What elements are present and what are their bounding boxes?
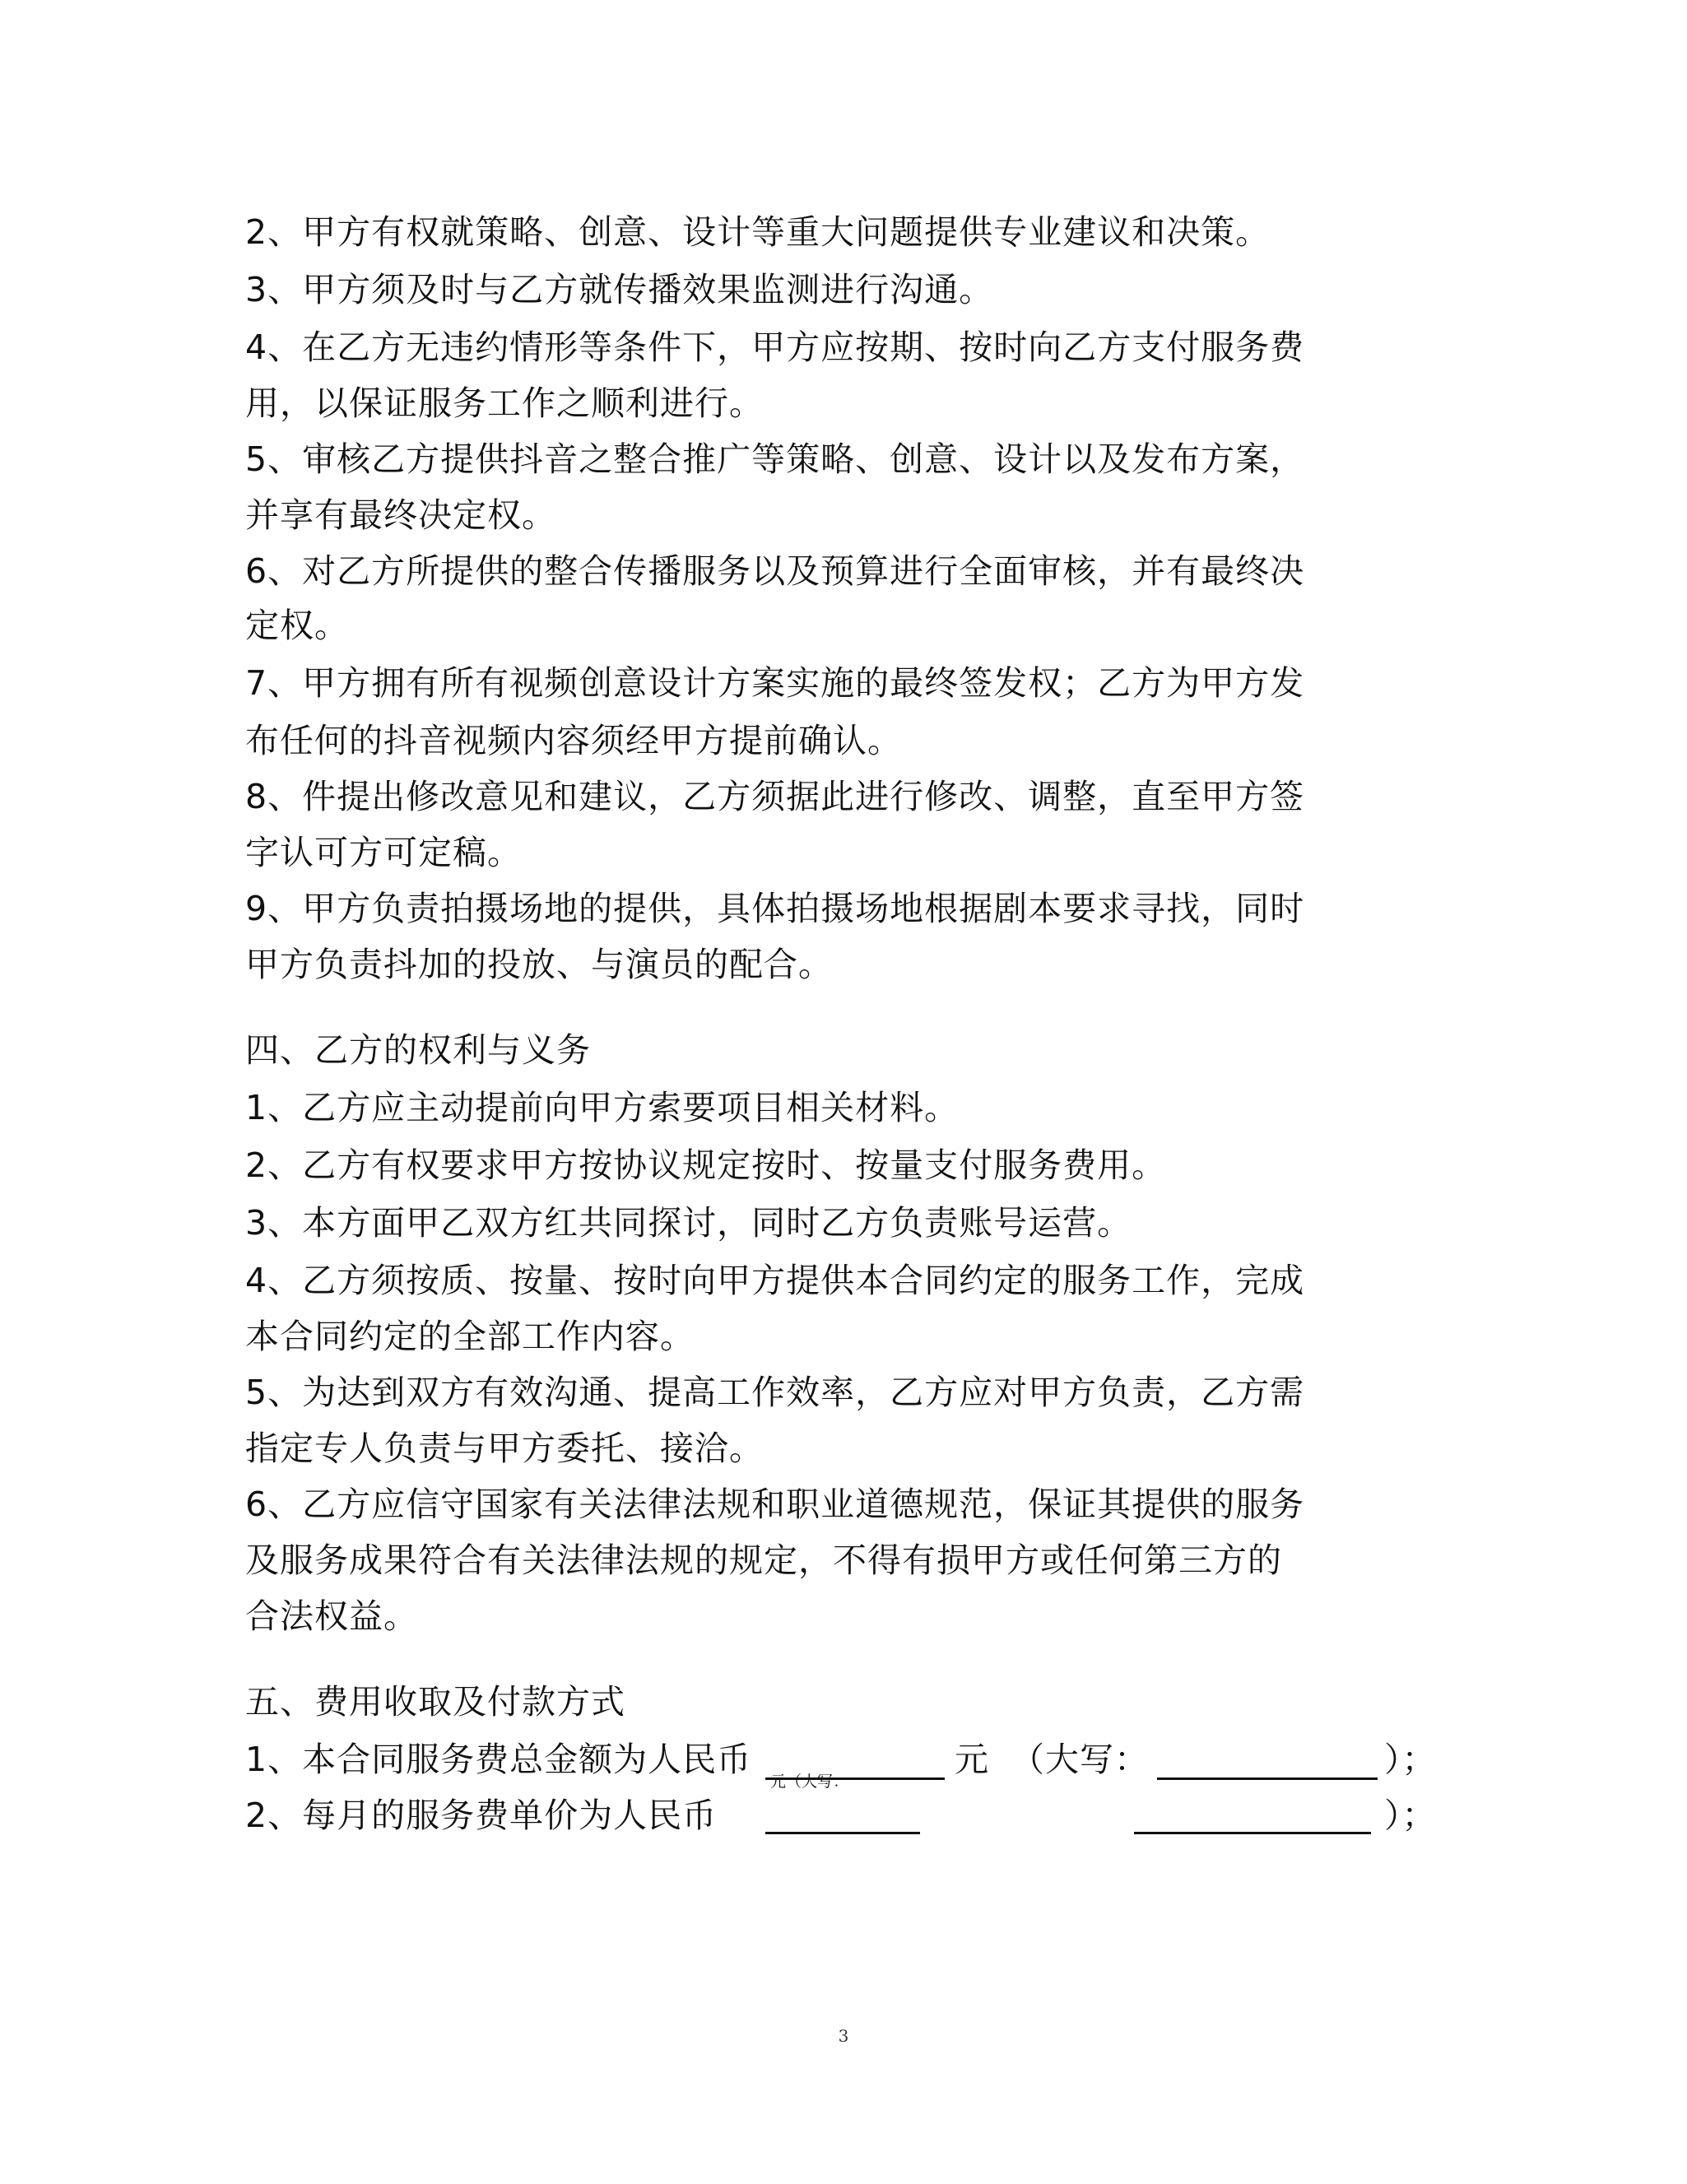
fee-total-unit: 元 bbox=[955, 1740, 989, 1779]
clause-4-6-line2: 及服务成果符合有关法律法规的规定，不得有损甲方或任何第三方的 bbox=[245, 1540, 1282, 1580]
clause-4-4-line1: 4、乙方须按质、按量、按时向甲方提供本合同约定的服务工作，完成 bbox=[245, 1261, 1305, 1300]
clause-3-6-line2: 定权。 bbox=[245, 606, 349, 645]
clause-3-5-line1: 5、审核乙方提供抖音之整合推广等策略、创意、设计以及发布方案， bbox=[245, 439, 1305, 479]
fee-total-close: ）； bbox=[1384, 1740, 1437, 1779]
clause-3-4-line1: 4、在乙方无违约情形等条件下，甲方应按期、按时向乙方支付服务费 bbox=[245, 328, 1305, 367]
fee-monthly-label: 2、每月的服务费单价为人民币 bbox=[245, 1796, 718, 1835]
clause-3-9-line2: 甲方负责抖加的投放、与演员的配合。 bbox=[245, 945, 833, 984]
clause-3-6-line1: 6、对乙方所提供的整合传播服务以及预算进行全面审核，并有最终决 bbox=[245, 551, 1305, 591]
clause-4-4-line2: 本合同约定的全部工作内容。 bbox=[245, 1317, 695, 1356]
clause-4-5-line2: 指定专人负责与甲方委托、接洽。 bbox=[245, 1429, 764, 1468]
clause-3-8-line1: 8、件提出修改意见和建议，乙方须据此进行修改、调整，直至甲方签 bbox=[245, 777, 1305, 816]
clause-3-8-line2: 字认可方可定稿。 bbox=[245, 833, 522, 872]
clause-4-5-line1: 5、为达到双方有效沟通、提高工作效率，乙方应对甲方负责，乙方需 bbox=[245, 1373, 1305, 1412]
fee-monthly-daxie-blank[interactable] bbox=[1134, 1832, 1371, 1834]
clause-3-5-line2: 并享有最终决定权。 bbox=[245, 495, 556, 535]
clause-3-2: 2、甲方有权就策略、创意、设计等重大问题提供专业建议和决策。 bbox=[245, 212, 1271, 252]
clause-3-9-line1: 9、甲方负责拍摄场地的提供，具体拍摄场地根据剧本要求寻找，同时 bbox=[245, 889, 1305, 928]
clause-4-6-line1: 6、乙方应信守国家有关法律法规和职业道德规范，保证其提供的服务 bbox=[245, 1485, 1305, 1524]
clause-4-3: 3、本方面甲乙双方红共同探讨，同时乙方负责账号运营。 bbox=[245, 1203, 1132, 1243]
clause-4-2: 2、乙方有权要求甲方按协议规定按时、按量支付服务费用。 bbox=[245, 1145, 1167, 1185]
fee-monthly-close: ）； bbox=[1384, 1796, 1437, 1835]
fee-monthly-amount-blank[interactable] bbox=[765, 1832, 920, 1834]
fee-total-daxie-label: （大写： bbox=[1011, 1740, 1149, 1779]
fee-total-label: 1、本合同服务费总金额为人民币 bbox=[245, 1740, 752, 1779]
section-5-heading: 五、费用收取及付款方式 bbox=[245, 1682, 625, 1722]
section-4-heading: 四、乙方的权利与义务 bbox=[245, 1030, 591, 1070]
page-number: 3 bbox=[838, 2026, 849, 2046]
clause-4-6-line3: 合法权益。 bbox=[245, 1596, 418, 1636]
clause-4-1: 1、乙方应主动提前向甲方索要项目相关材料。 bbox=[245, 1088, 960, 1127]
clause-3-7-line1: 7、甲方拥有所有视频创意设计方案实施的最终签发权；乙方为甲方发 bbox=[245, 663, 1305, 703]
fee-total-daxie-blank[interactable] bbox=[1157, 1777, 1378, 1780]
clause-3-4-line2: 用，以保证服务工作之顺利进行。 bbox=[245, 383, 764, 423]
fee-total-small-note: 元（大写： bbox=[770, 1773, 849, 1791]
clause-3-3: 3、甲方须及时与乙方就传播效果监测进行沟通。 bbox=[245, 270, 994, 309]
clause-3-7-line2: 布任何的抖音视频内容须经甲方提前确认。 bbox=[245, 721, 902, 760]
